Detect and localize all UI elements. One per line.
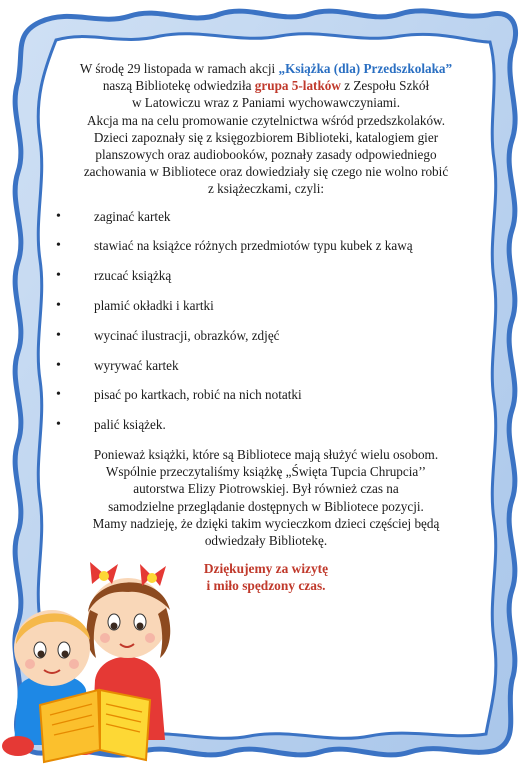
bullet-icon: •: [56, 357, 61, 373]
intro-text: W środę 29 listopada w ramach akcji: [79, 61, 279, 76]
list-item: [52, 380, 480, 410]
book-icon: [40, 690, 150, 762]
rule-text: wycinać ilustracji, obrazków, zdjęć: [94, 327, 280, 343]
rule-text: wyrywać kartek: [94, 357, 179, 373]
intro-line-4: Akcja ma na celu promowanie czytelnictwa wśród przedszkolaków.: [87, 112, 445, 128]
rule-text: palić książek.: [94, 417, 166, 433]
list-item: [52, 410, 480, 440]
bullet-icon: •: [56, 208, 61, 224]
intro-text: z Zespołu Szkół: [340, 78, 430, 94]
intro-line-8: z książeczkami, czyli:: [207, 181, 325, 197]
bullet-icon: •: [56, 268, 61, 284]
list-item: [52, 261, 480, 291]
rule-text: rzucać książką: [94, 268, 172, 284]
outro-line-6: odwiedzały Bibliotekę.: [204, 533, 328, 549]
list-item: [52, 321, 480, 351]
intro-text: naszą Bibliotekę odwiedziła: [102, 78, 255, 94]
campaign-name: „Książka (dla) Przedszkolaka”: [278, 61, 453, 76]
thanks-line-1: Dziękujemy za wizytę: [203, 561, 329, 577]
rules-list: [52, 202, 480, 440]
outro-line-5: Mamy nadzieję, że dzięki takim wycieczkom dzieci częściej będą: [92, 515, 440, 531]
intro-line-7: zachowania w Bibliotece oraz dowiedziały się czego nie wolno robić: [83, 164, 449, 180]
bullet-icon: •: [56, 327, 61, 343]
intro-line-5: Dzieci zapoznały się z księgozbiorem Biblioteki, katalogiem gier: [93, 129, 439, 145]
rule-text: stawiać na książce różnych przedmiotów typu kubek z kawą: [94, 238, 413, 254]
group-name: grupa 5-latków: [254, 78, 341, 94]
list-item: [52, 231, 480, 261]
bullet-icon: •: [56, 298, 61, 314]
intro-line-1: [52, 60, 480, 77]
thanks-line-2: i miło spędzony czas.: [206, 578, 326, 594]
bullet-icon: •: [56, 238, 61, 254]
outro-line-2: Wspólnie przeczytaliśmy książkę „Święta Tupcia Chrupcia’’: [105, 464, 427, 480]
bullet-icon: •: [56, 417, 61, 433]
intro-paragraph: [52, 60, 480, 198]
list-item: [52, 202, 480, 232]
rule-text: plamić okładki i kartki: [94, 298, 214, 314]
intro-line-2: [52, 77, 480, 94]
outro-line-4: samodzielne przeglądanie dostępnych w Bibliotece pozycji.: [108, 498, 424, 514]
intro-line-3: w Latowiczu wraz z Paniami wychowawczyniami.: [131, 95, 401, 111]
announcement-content: [52, 60, 480, 594]
outro-paragraph: [52, 446, 480, 549]
bullet-icon: •: [56, 387, 61, 403]
rule-text: pisać po kartkach, robić na nich notatki: [94, 387, 302, 403]
outro-line-3: autorstwa Elizy Piotrowskiej. Był również czas na: [133, 481, 399, 497]
children-reading-illustration: [0, 540, 200, 768]
list-item: [52, 291, 480, 321]
outro-line-1: Ponieważ książki, które są Bibliotece mają służyć wielu osobom.: [93, 447, 439, 462]
rule-text: zaginać kartek: [94, 208, 171, 224]
intro-line-6: planszowych oraz audiobooków, poznały zasady odpowiedniego: [95, 147, 437, 163]
list-item: [52, 351, 480, 381]
